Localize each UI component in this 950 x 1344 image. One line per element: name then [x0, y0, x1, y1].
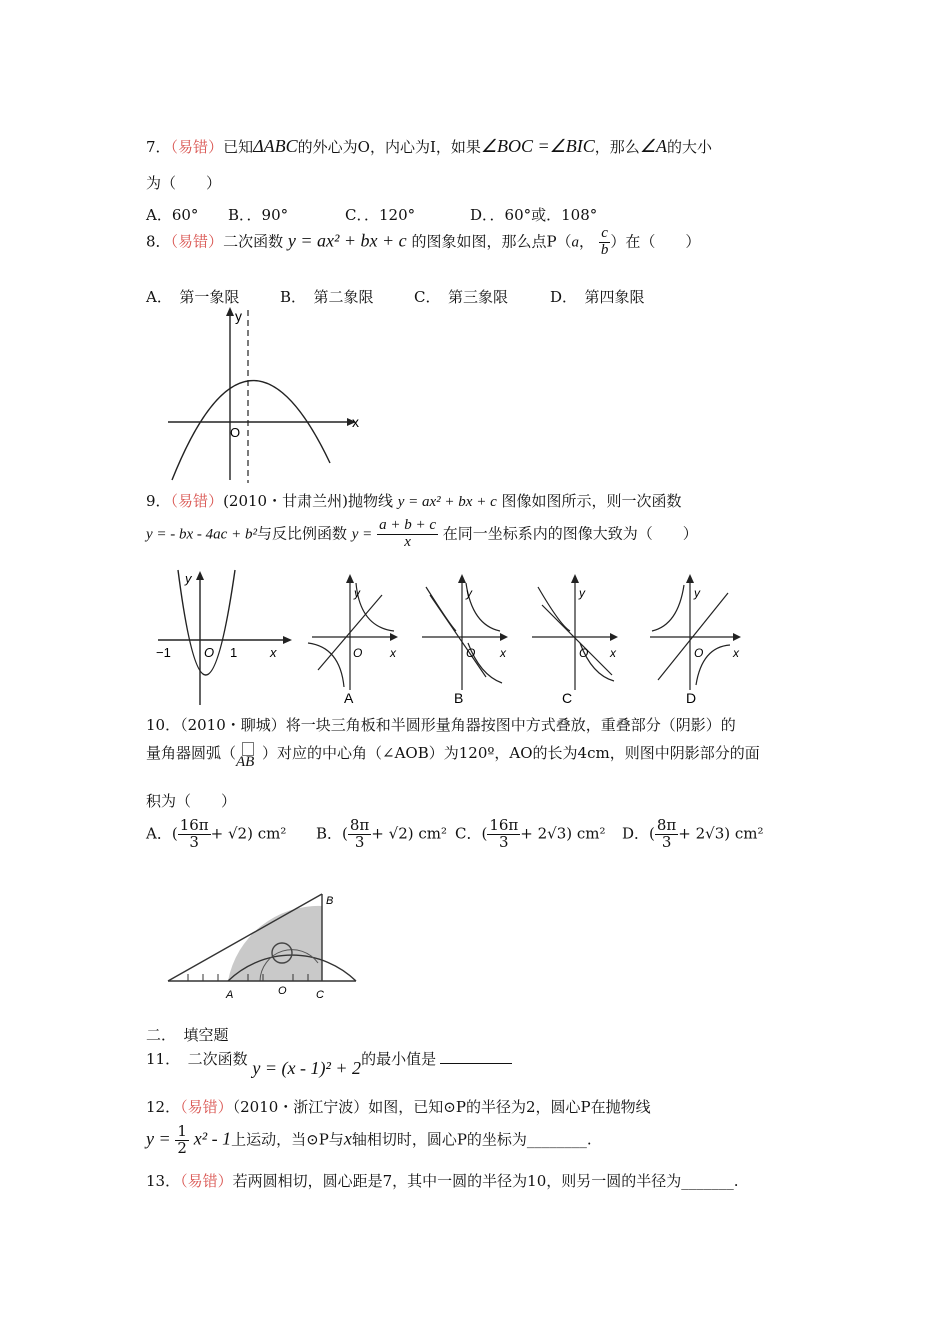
q7-option-b: B．．90° — [228, 206, 289, 224]
q8-mid: 的图象如图，那么点P（ — [411, 232, 572, 251]
q9-graph-c — [532, 574, 618, 706]
q8-fraction — [599, 226, 611, 259]
q10-option-c — [455, 818, 606, 851]
q10-opt-b-num: 8π — [349, 816, 370, 834]
q7-line1 — [146, 136, 712, 157]
q7-tag: （易错） — [170, 138, 224, 156]
q9-linear: y = - bx - 4ac + b² — [146, 526, 257, 543]
q10-opt-a-tail: + √2) cm² — [210, 824, 287, 843]
q12-line1 — [146, 1096, 651, 1117]
q9-b-x: x — [500, 646, 506, 660]
q8-frac-den: b — [600, 241, 609, 258]
q10-opt-d-den: 3 — [661, 832, 672, 851]
q10-text1: （2010・聊城）将一块三角板和半圆形量角器按图中方式叠放，重叠部分（阴影）的 — [180, 716, 736, 734]
q7-post: ，那么 — [594, 138, 640, 156]
q8-graph-y-label: y — [235, 308, 242, 324]
q10-opt-c-den: 3 — [499, 832, 509, 851]
q9-p-x: x — [270, 645, 277, 660]
q9-tag: （易错） — [170, 492, 224, 510]
q9-label-d: D — [686, 690, 697, 706]
q12-rest: x² - 1 — [193, 1128, 232, 1149]
q12-frac-num: 1 — [177, 1122, 187, 1140]
q10-opt-b-letter: B． — [316, 824, 343, 843]
q10-arc — [236, 742, 262, 770]
q10-opt-d-frac — [655, 818, 678, 851]
q9-label-b: B — [454, 690, 464, 706]
q10-fig-b: B — [326, 895, 334, 907]
q10-opt-b-frac — [348, 818, 371, 851]
q9-graph-b — [422, 574, 508, 706]
q10-opt-a-paren: ( — [171, 824, 178, 843]
q9-a-y: y — [354, 586, 360, 600]
q10-line2 — [146, 742, 760, 770]
q10-opt-c-num: 16π — [489, 816, 519, 834]
q9-c-x: x — [610, 646, 616, 660]
q8-comma: ， — [579, 232, 595, 251]
q9-d-y: y — [694, 586, 700, 600]
q7-equation: ∠BOC =∠BIC — [480, 136, 595, 156]
q9-fraction — [377, 518, 438, 551]
q12-number: 12． — [146, 1098, 181, 1116]
q9-p-y: y — [185, 571, 192, 586]
q8-number: 8． — [146, 232, 171, 251]
q8-tag: （易错） — [170, 232, 224, 251]
q10-arc-icon — [242, 742, 254, 756]
q8-option-b: B． 第二象限 — [280, 288, 374, 306]
q7-tail: 的大小 — [666, 138, 712, 156]
q9-graph-d — [650, 574, 741, 706]
q12-tag: （易错） — [180, 1098, 233, 1116]
q9-line2 — [146, 518, 698, 551]
q13-text: 若两圆相切，圆心距是7，其中一圆的半径为10，则另一圆的半径为 — [232, 1172, 682, 1190]
q11-number: 11． — [146, 1050, 173, 1068]
q10-text2a: 量角器圆弧（ — [146, 744, 237, 762]
q13-end: . — [733, 1172, 739, 1190]
q13-tag: （易错） — [180, 1172, 233, 1190]
q9-a-o: O — [353, 646, 363, 660]
q11-function: y = (x - 1)² + 2 — [252, 1058, 362, 1078]
q10-opt-c-letter: C． — [455, 824, 482, 843]
q9-a-x: x — [390, 646, 396, 660]
q7-pre: 已知 — [223, 138, 254, 156]
q10-opt-c-frac — [487, 818, 520, 851]
q9-p-m1: −1 — [156, 645, 171, 660]
q8-option-c: C． 第三象限 — [414, 288, 508, 306]
q10-text2b: ）对应的中心角（∠AOB）为120º，AO的长为4cm，则图中阴影部分的面 — [262, 744, 760, 762]
q10-opt-d-num: 8π — [656, 816, 677, 834]
q9-p-o: O — [204, 645, 215, 660]
q10-opt-d-tail: + 2√3) cm² — [678, 824, 764, 843]
q9-yeq: y = — [351, 526, 373, 543]
q8-parabola-graph — [160, 305, 370, 485]
q13-line — [146, 1170, 739, 1191]
q10-option-a — [146, 818, 286, 851]
q9-function: y = ax² + bx + c — [397, 494, 497, 510]
q7-mid: 的外心为O，内心为I，如果 — [297, 138, 481, 156]
q12-frac-den: 2 — [177, 1138, 187, 1157]
q10-opt-a-frac — [178, 818, 211, 851]
section-2-title: 填空题 — [183, 1026, 229, 1044]
q10-opt-a-letter: A． — [146, 824, 172, 843]
q7-angle-a: ∠A — [639, 136, 667, 156]
q8-pre: 二次函数 — [223, 232, 284, 251]
q11-tail: 的最小值是 — [361, 1050, 437, 1068]
q9-tail: 在同一坐标系内的图像大致为（ ） — [442, 524, 698, 543]
q9-graph-a — [308, 574, 398, 706]
section-2-number: 二． — [146, 1026, 169, 1044]
q8-function: y = ax² + bx + c — [287, 230, 407, 251]
q8-a: a — [571, 234, 580, 251]
q10-number: 10． — [146, 716, 181, 734]
q8-graph-origin: O — [230, 425, 241, 440]
q10-opt-d-letter: D． — [622, 824, 650, 843]
q13-number: 13． — [146, 1172, 181, 1190]
q10-opt-c-tail: + 2√3) cm² — [520, 824, 606, 843]
q9-label-a: A — [344, 690, 354, 706]
q10-fig-o: O — [278, 985, 287, 997]
q10-opt-b-tail: + √2) cm² — [371, 824, 447, 843]
q12-line2 — [146, 1124, 592, 1157]
q12-x: x — [343, 1128, 352, 1149]
q12-yeq: y = — [146, 1128, 171, 1149]
q7-option-d: D．．60°或．108° — [470, 206, 598, 224]
q8-tail: ）在（ ） — [610, 232, 701, 251]
q10-opt-c-paren: ( — [481, 824, 488, 843]
q9-c-y: y — [579, 586, 585, 600]
q9-line1 — [146, 490, 682, 511]
q9-pre: (2010・甘肃兰州)抛物线 — [223, 492, 393, 510]
q9-number: 9． — [146, 492, 171, 510]
q8-option-a: A． 第一象限 — [146, 288, 240, 306]
q9-b-o: O — [466, 646, 476, 660]
q10-opt-b-paren: ( — [342, 824, 348, 843]
q9-graphs — [150, 565, 760, 710]
q10-arc-label: AB — [236, 754, 255, 770]
q12-text1: （2010・浙江宁波）如图，已知⊙P的半径为2，圆心P在抛物线 — [232, 1098, 651, 1116]
q12-blank: ________ — [526, 1130, 587, 1149]
q7-option-a: A．60° — [146, 206, 199, 224]
q10-opt-d-paren: ( — [649, 824, 655, 843]
q9-d-x: x — [733, 646, 739, 660]
q10-fig-a: A — [226, 989, 234, 1001]
q12-fraction — [175, 1124, 189, 1157]
q9-b-y: y — [466, 586, 472, 600]
q8-graph-x-label: x — [352, 414, 359, 430]
q10-opt-b-den: 3 — [354, 832, 365, 851]
q12-t3: 轴相切时，圆心P的坐标为 — [351, 1130, 527, 1149]
q9-d-o: O — [694, 646, 704, 660]
q9-mid: 图像如图所示，则一次函数 — [501, 492, 682, 510]
q9-frac-den: x — [404, 533, 411, 550]
q9-p-one: 1 — [230, 645, 238, 660]
q8-frac-num: c — [599, 226, 611, 243]
q7-line2: 为（ ） — [146, 174, 222, 192]
q10-opt-a-den: 3 — [189, 832, 199, 851]
q11-line — [146, 1048, 512, 1078]
q13-blank: _______ — [681, 1172, 734, 1190]
q9-mid2: 与反比例函数 — [256, 524, 347, 543]
q10-fig-c: C — [316, 989, 324, 1001]
q10-option-d — [622, 818, 764, 851]
q7-number: 7． — [146, 138, 171, 156]
q10-option-b — [316, 818, 447, 851]
q7-triangle: ΔABC — [253, 136, 298, 156]
q10-figure — [160, 888, 360, 1003]
q9-c-o: O — [579, 646, 589, 660]
q11-pre: 二次函数 — [187, 1050, 248, 1068]
q9-parabola-graph — [156, 570, 292, 705]
q10-line3: 积为（ ） — [146, 792, 237, 810]
q8-option-d: D． 第四象限 — [550, 288, 645, 306]
q10-opt-a-num: 16π — [179, 816, 209, 834]
q10-line1 — [146, 714, 736, 735]
q9-label-c: C — [562, 690, 573, 706]
section-2-heading — [146, 1024, 229, 1045]
q12-t2: 上运动，当⊙P与 — [231, 1130, 344, 1149]
q8-line1 — [146, 226, 700, 259]
q11-blank — [440, 1049, 512, 1064]
q12-end: . — [586, 1130, 592, 1149]
q7-option-c: C．．120° — [345, 206, 416, 224]
q9-frac-num: a + b + c — [379, 517, 436, 533]
